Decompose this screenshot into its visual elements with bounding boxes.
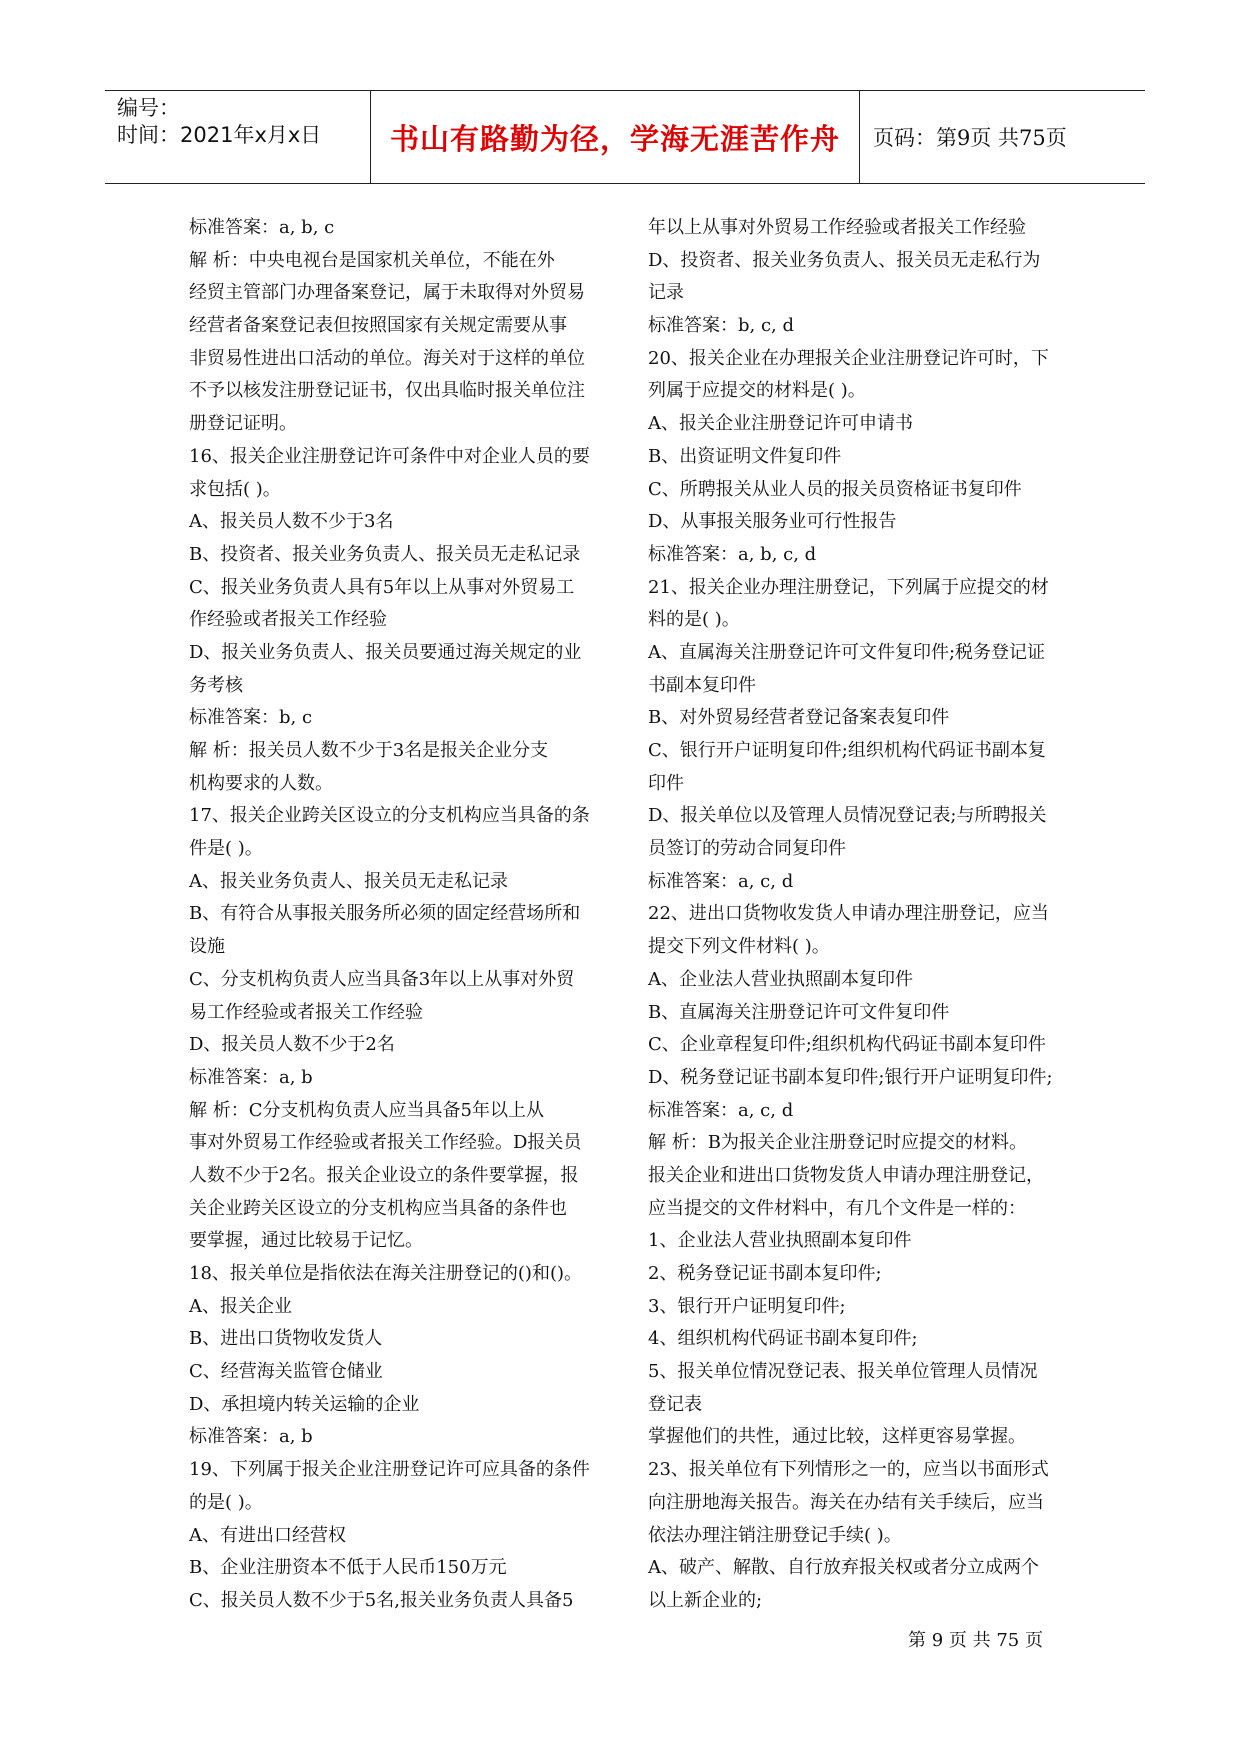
text-line: 记录 (648, 282, 684, 304)
text-line: 登记表 (648, 1393, 702, 1415)
text-line: 印件 (648, 772, 684, 794)
document-number-label: 编号： (117, 96, 180, 120)
text-line: D、报关业务负责人、报关员要通过海关规定的业 (189, 641, 582, 663)
text-line: B、企业注册资本不低于人民币150万元 (189, 1557, 507, 1579)
text-line: A、报关业务负责人、报关员无走私记录 (189, 870, 508, 892)
text-line: A、有进出口经营权 (189, 1524, 346, 1546)
text-line: 标准答案：a, b, c, d (648, 543, 817, 565)
text-line: 18、报关单位是指依法在海关注册登记的()和()。 (189, 1263, 582, 1284)
text-line: 非贸易性进出口活动的单位。海关对于这样的单位 (189, 347, 585, 369)
text-line: 不予以核发注册登记证书，仅出具临时报关单位注 (189, 380, 585, 402)
text-line: B、投资者、报关业务负责人、报关员无走私记录 (189, 543, 581, 565)
text-line: D、报关员人数不少于2名 (189, 1034, 395, 1056)
text-line: C、分支机构负责人应当具备3年以上从事对外贸 (189, 968, 575, 990)
text-line: 1、企业法人营业执照副本复印件 (648, 1230, 912, 1252)
text-line: C、银行开户证明复印件;组织机构代码证书副本复 (648, 740, 1046, 761)
text-line: D、报关单位以及管理人员情况登记表;与所聘报关 (648, 805, 1047, 827)
text-line: B、直属海关注册登记许可文件复印件 (648, 1001, 950, 1023)
text-line: 解 析：C分支机构负责人应当具备5年以上从 (189, 1099, 544, 1121)
text-line: 4、组织机构代码证书副本复印件; (648, 1328, 918, 1350)
text-line: 作经验或者报关工作经验 (189, 609, 387, 631)
text-line: 23、报关单位有下列情形之一的，应当以书面形式 (648, 1459, 1049, 1481)
text-line: 求包括( )。 (189, 478, 281, 500)
header-page-number: 页码：第9页 共75页 (873, 126, 1067, 150)
text-line: 人数不少于2名。报关企业设立的条件要掌握，报 (189, 1164, 579, 1186)
text-line: 书副本复印件 (648, 674, 756, 696)
text-line: 22、进出口货物收发货人申请办理注册登记，应当 (648, 903, 1049, 925)
text-line: 20、报关企业在办理报关企业注册登记许可时，下 (648, 347, 1049, 369)
document-time-label: 时间：2021年x月x日 (117, 123, 322, 147)
text-line: B、有符合从事报关服务所必须的固定经营场所和 (189, 903, 581, 925)
document-header (105, 90, 1145, 184)
text-line: 标准答案：a, b, c (189, 217, 335, 238)
text-line: A、企业法人营业执照副本复印件 (648, 968, 913, 990)
text-line: 年以上从事对外贸易工作经验或者报关工作经验 (648, 217, 1026, 238)
text-line: 报关企业和进出口货物发货人申请办理注册登记， (648, 1164, 1044, 1186)
text-line: 标准答案：a, b (189, 1066, 313, 1088)
text-line: 19、下列属于报关企业注册登记许可应具备的条件 (189, 1459, 590, 1481)
text-line: 易工作经验或者报关工作经验 (189, 1001, 423, 1023)
text-line: 解 析：报关员人数不少于3名是报关企业分支 (189, 740, 549, 761)
text-line: 经贸主管部门办理备案登记，属于未取得对外贸易 (189, 282, 585, 304)
text-line: 5、报关单位情况登记表、报关单位管理人员情况 (648, 1361, 1038, 1383)
text-line: 标准答案：a, b (189, 1426, 313, 1448)
text-line: D、承担境内转关运输的企业 (189, 1393, 420, 1415)
text-line: B、进出口货物收发货人 (189, 1328, 383, 1350)
text-line: C、企业章程复印件;组织机构代码证书副本复印件 (648, 1034, 1046, 1056)
text-line: 标准答案：a, c, d (648, 1099, 794, 1121)
text-line: 2、税务登记证书副本复印件; (648, 1263, 882, 1284)
text-line: 机构要求的人数。 (189, 772, 333, 794)
text-line: 3、银行开户证明复印件; (648, 1295, 846, 1317)
text-line: 依法办理注销注册登记手续( )。 (648, 1524, 902, 1546)
text-line: 17、报关企业跨关区设立的分支机构应当具备的条 (189, 805, 590, 827)
text-line: C、经营海关监管仓储业 (189, 1361, 383, 1383)
text-line: A、破产、解散、自行放弃报关权或者分立成两个 (648, 1557, 1039, 1579)
text-line: 标准答案：a, c, d (648, 870, 794, 892)
left-column (189, 212, 609, 1618)
text-line: 解 析：中央电视台是国家机关单位，不能在外 (189, 249, 555, 271)
text-line: A、报关企业注册登记许可申请书 (648, 413, 913, 435)
text-line: 的是( )。 (189, 1491, 263, 1513)
text-line: 掌握他们的共性，通过比较，这样更容易掌握。 (648, 1426, 1026, 1448)
text-line: 册登记证明。 (189, 413, 297, 435)
text-line: 员签订的劳动合同复印件 (648, 838, 846, 860)
text-line: 16、报关企业注册登记许可条件中对企业人员的要 (189, 445, 590, 467)
text-line: D、从事报关服务业可行性报告 (648, 511, 897, 533)
text-line: 件是( )。 (189, 838, 263, 860)
text-line: 务考核 (189, 674, 243, 696)
text-line: 事对外贸易工作经验或者报关工作经验。D报关员 (189, 1132, 582, 1154)
text-line: B、出资证明文件复印件 (648, 445, 842, 467)
text-line: A、报关企业 (189, 1295, 292, 1317)
text-line: 提交下列文件材料( )。 (648, 936, 830, 958)
page-footer: 第 9 页 共 75 页 (908, 1630, 1043, 1651)
text-line: A、报关员人数不少于3名 (189, 511, 394, 533)
text-line: 经营者备案登记表但按照国家有关规定需要从事 (189, 315, 567, 337)
text-line: D、投资者、报关业务负责人、报关员无走私行为 (648, 249, 1041, 271)
text-line: 列属于应提交的材料是( )。 (648, 380, 866, 402)
text-line: A、直属海关注册登记许可文件复印件;税务登记证 (648, 641, 1046, 663)
text-line: 标准答案：b, c, d (648, 315, 795, 337)
text-line: D、税务登记证书副本复印件;银行开户证明复印件; (648, 1066, 1053, 1088)
text-line: 向注册地海关报告。海关在办结有关手续后，应当 (648, 1491, 1044, 1513)
text-line: 以上新企业的; (648, 1589, 763, 1611)
text-line: 料的是( )。 (648, 609, 740, 631)
text-line: C、报关员人数不少于5名,报关业务负责人具备5 (189, 1589, 574, 1611)
text-line: 解 析：B为报关企业注册登记时应提交的材料。 (648, 1132, 1027, 1154)
text-line: 21、报关企业办理注册登记，下列属于应提交的材 (648, 576, 1049, 598)
text-line: 标准答案：b, c (189, 707, 313, 729)
text-line: 要掌握，通过比较易于记忆。 (189, 1230, 423, 1252)
text-line: 应当提交的文件材料中，有几个文件是一样的： (648, 1197, 1026, 1219)
text-line: B、对外贸易经营者登记备案表复印件 (648, 707, 950, 729)
right-column (648, 212, 1088, 1618)
text-line: 关企业跨关区设立的分支机构应当具备的条件也 (189, 1197, 567, 1219)
text-line: 设施 (189, 936, 225, 958)
text-line: C、所聘报关从业人员的报关员资格证书复印件 (648, 478, 1022, 500)
text-line: C、报关业务负责人具有5年以上从事对外贸易工 (189, 576, 575, 598)
header-info-cell (105, 91, 371, 183)
header-slogan: 书山有路勤为径，学海无涯苦作舟 (371, 91, 860, 183)
